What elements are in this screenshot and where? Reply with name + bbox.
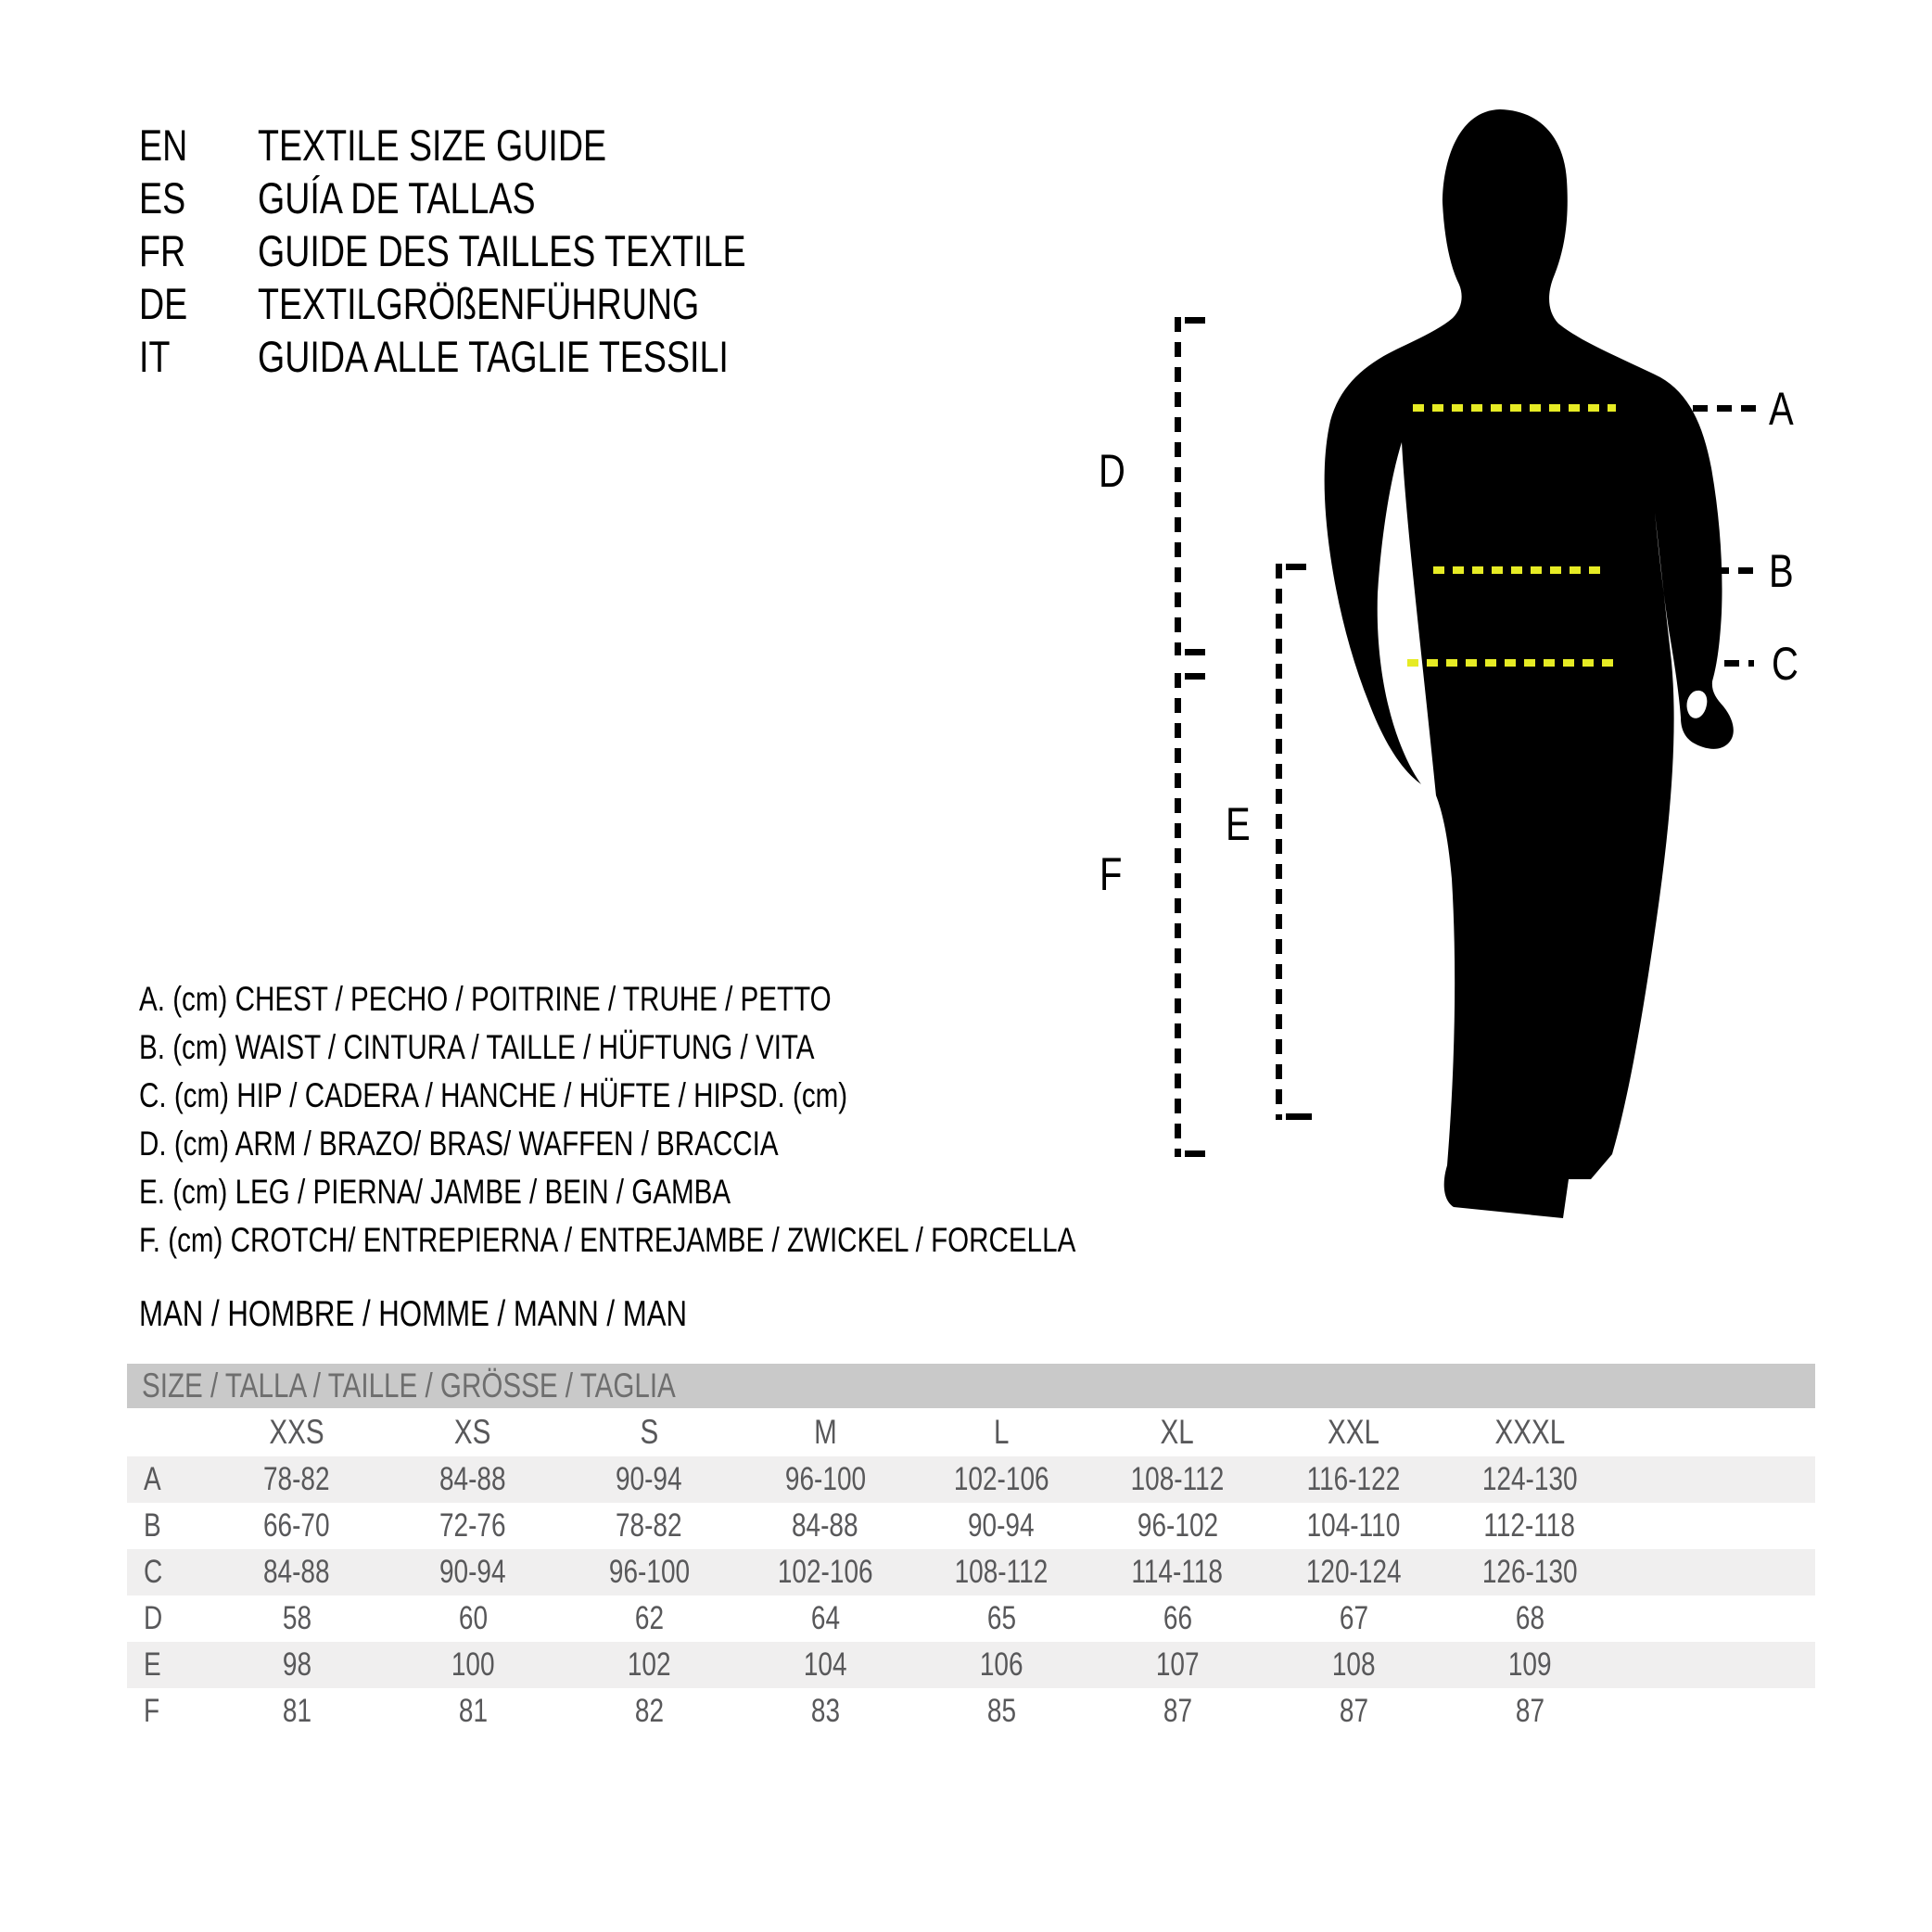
leg-measure-tick-bottom bbox=[1286, 1113, 1312, 1120]
value-cell: 78-82 bbox=[263, 1461, 330, 1497]
value-cell: 87 bbox=[1515, 1693, 1544, 1729]
value-cell: 96-100 bbox=[608, 1554, 690, 1590]
value-cell: 102-106 bbox=[777, 1554, 873, 1590]
value-cell: 98 bbox=[282, 1646, 311, 1683]
size-table-header: SIZE / TALLA / TAILLE / GRÖSSE / TAGLIA bbox=[127, 1364, 1815, 1408]
leg-measure-line bbox=[1276, 564, 1282, 1120]
value-cell: 66 bbox=[1163, 1600, 1192, 1636]
waist-label: B bbox=[1769, 545, 1794, 597]
value-cell: 87 bbox=[1163, 1693, 1192, 1729]
value-cell: 109 bbox=[1507, 1646, 1552, 1683]
value-cell: 102-106 bbox=[953, 1461, 1049, 1497]
measurement-legend bbox=[139, 975, 1310, 1265]
crotch-measure-tick-top bbox=[1185, 673, 1205, 680]
value-cell: 64 bbox=[810, 1600, 840, 1636]
chest-leader-line bbox=[1669, 405, 1761, 412]
value-cell: 65 bbox=[986, 1600, 1016, 1636]
size-col-header: XS bbox=[454, 1413, 491, 1451]
hip-line-highlight bbox=[1407, 659, 1620, 667]
value-cell: 102 bbox=[627, 1646, 671, 1683]
size-col-header: M bbox=[813, 1413, 837, 1451]
value-cell: 120-124 bbox=[1305, 1554, 1402, 1590]
crotch-measure-line bbox=[1175, 673, 1181, 1157]
table-row-arm bbox=[127, 1595, 1815, 1642]
table-row-chest bbox=[127, 1456, 1815, 1503]
table-row-hip bbox=[127, 1549, 1815, 1595]
value-cell: 104 bbox=[803, 1646, 847, 1683]
size-header-spacer bbox=[127, 1408, 209, 1456]
legend-chest: A. (cm) CHEST / PECHO / POITRINE / TRUHE / PETTO bbox=[139, 980, 832, 1018]
chest-line-highlight bbox=[1413, 404, 1616, 412]
value-cell: 104-110 bbox=[1306, 1507, 1401, 1544]
chest-label: A bbox=[1769, 383, 1794, 435]
hip-label: C bbox=[1772, 638, 1799, 690]
value-cell: 82 bbox=[634, 1693, 664, 1729]
leg-label: E bbox=[1226, 798, 1251, 850]
arm-measure-tick-top bbox=[1185, 317, 1205, 324]
row-label: E bbox=[144, 1646, 161, 1683]
title-row-it bbox=[139, 330, 868, 383]
value-cell: 108 bbox=[1331, 1646, 1376, 1683]
lang-code: EN bbox=[139, 121, 188, 170]
title-text: TEXTILGRÖßENFÜHRUNG bbox=[258, 279, 700, 328]
row-label: C bbox=[144, 1554, 163, 1590]
value-cell: 124-130 bbox=[1481, 1461, 1578, 1497]
size-col-header: S bbox=[640, 1413, 658, 1451]
table-row-leg bbox=[127, 1642, 1815, 1688]
lang-code: DE bbox=[139, 279, 188, 328]
legend-arm: D. (cm) ARM / BRAZO/ BRAS/ WAFFEN / BRACCIA bbox=[139, 1125, 779, 1163]
category-line: MAN / HOMBRE / HOMME / MANN / MAN bbox=[139, 1294, 688, 1334]
value-cell: 116-122 bbox=[1306, 1461, 1401, 1497]
waist-line-highlight bbox=[1433, 566, 1604, 574]
title-text: TEXTILE SIZE GUIDE bbox=[258, 121, 607, 170]
row-label: B bbox=[144, 1507, 161, 1544]
size-col-header: XXXL bbox=[1494, 1413, 1565, 1451]
value-cell: 85 bbox=[986, 1693, 1016, 1729]
value-cell: 108-112 bbox=[954, 1554, 1049, 1590]
value-cell: 83 bbox=[810, 1693, 840, 1729]
value-cell: 96-102 bbox=[1137, 1507, 1218, 1544]
title-row-en bbox=[139, 119, 868, 172]
value-cell: 100 bbox=[451, 1646, 495, 1683]
hip-leader-line bbox=[1628, 660, 1754, 667]
value-cell: 107 bbox=[1155, 1646, 1200, 1683]
arm-measure-line bbox=[1175, 317, 1181, 655]
value-cell: 78-82 bbox=[616, 1507, 682, 1544]
title-text: GUÍA DE TALLAS bbox=[258, 173, 536, 222]
value-cell: 72-76 bbox=[439, 1507, 506, 1544]
value-cell: 84-88 bbox=[263, 1554, 330, 1590]
title-text: GUIDE DES TAILLES TEXTILE bbox=[258, 226, 746, 275]
row-label: F bbox=[144, 1693, 160, 1729]
row-label: A bbox=[144, 1461, 161, 1497]
leg-measure-tick-top bbox=[1286, 564, 1306, 570]
title-row-fr bbox=[139, 224, 868, 277]
value-cell: 96-100 bbox=[784, 1461, 866, 1497]
value-cell: 90-94 bbox=[968, 1507, 1035, 1544]
value-cell: 90-94 bbox=[616, 1461, 682, 1497]
legend-hip: C. (cm) HIP / CADERA / HANCHE / HÜFTE / HIPSD. (cm) bbox=[139, 1076, 848, 1114]
language-title-block bbox=[139, 119, 868, 383]
value-cell: 66-70 bbox=[263, 1507, 330, 1544]
value-cell: 114-118 bbox=[1131, 1554, 1224, 1590]
size-table bbox=[127, 1364, 1815, 1735]
size-col-header: XL bbox=[1160, 1413, 1195, 1451]
value-cell: 62 bbox=[634, 1600, 664, 1636]
waist-leader-line bbox=[1618, 567, 1755, 574]
title-row-es bbox=[139, 172, 868, 224]
value-cell: 81 bbox=[282, 1693, 311, 1729]
value-cell: 67 bbox=[1339, 1600, 1368, 1636]
value-cell: 106 bbox=[979, 1646, 1023, 1683]
value-cell: 87 bbox=[1339, 1693, 1368, 1729]
value-cell: 84-88 bbox=[439, 1461, 506, 1497]
legend-waist: B. (cm) WAIST / CINTURA / TAILLE / HÜFTUNG / VITA bbox=[139, 1028, 815, 1066]
value-cell: 81 bbox=[458, 1693, 488, 1729]
lang-code: FR bbox=[139, 226, 186, 275]
lang-code: ES bbox=[139, 173, 186, 222]
value-cell: 84-88 bbox=[792, 1507, 858, 1544]
size-col-header: XXS bbox=[269, 1413, 324, 1451]
size-col-header: XXL bbox=[1328, 1413, 1379, 1451]
table-row-waist bbox=[127, 1503, 1815, 1549]
arm-measure-tick-bottom bbox=[1185, 649, 1205, 655]
crotch-measure-tick-bottom bbox=[1185, 1150, 1205, 1157]
lang-code: IT bbox=[139, 332, 171, 381]
crotch-label: F bbox=[1099, 848, 1123, 900]
value-cell: 60 bbox=[458, 1600, 488, 1636]
size-col-header: L bbox=[993, 1413, 1010, 1451]
title-text: GUIDA ALLE TAGLIE TESSILI bbox=[258, 332, 729, 381]
value-cell: 58 bbox=[282, 1600, 311, 1636]
size-header-row bbox=[127, 1408, 1815, 1456]
value-cell: 126-130 bbox=[1481, 1554, 1578, 1590]
value-cell: 68 bbox=[1515, 1600, 1544, 1636]
value-cell: 90-94 bbox=[439, 1554, 506, 1590]
row-label: D bbox=[144, 1600, 163, 1636]
legend-leg: E. (cm) LEG / PIERNA/ JAMBE / BEIN / GAMBA bbox=[139, 1173, 731, 1211]
arm-label: D bbox=[1099, 445, 1125, 497]
legend-crotch: F. (cm) CROTCH/ ENTREPIERNA / ENTREJAMBE / ZWICKEL / FORCELLA bbox=[139, 1221, 1076, 1259]
value-cell: 108-112 bbox=[1130, 1461, 1225, 1497]
title-row-de bbox=[139, 277, 868, 330]
value-cell: 112-118 bbox=[1483, 1507, 1576, 1544]
table-row-crotch bbox=[127, 1688, 1815, 1735]
